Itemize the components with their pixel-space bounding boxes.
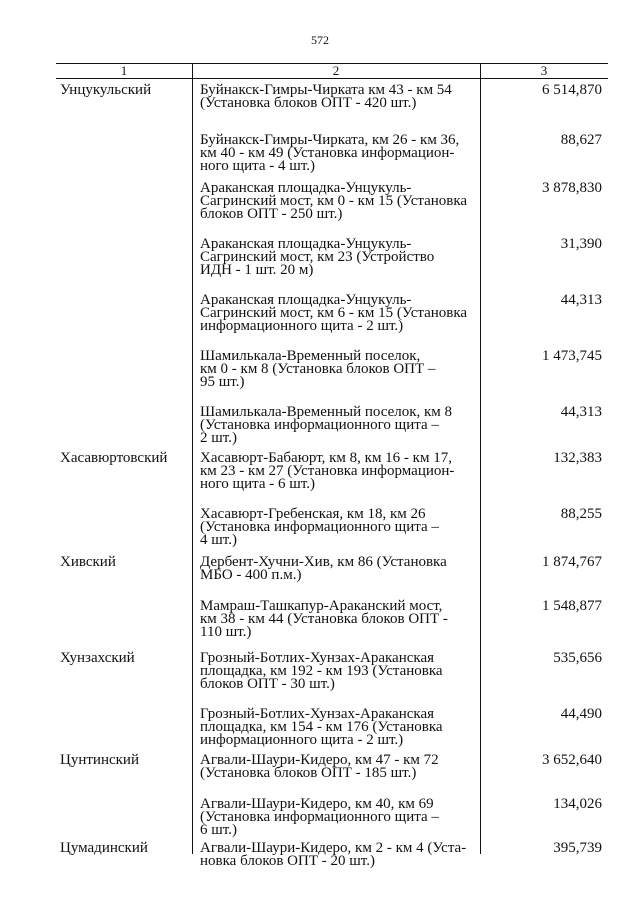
amount-value: 44,313	[560, 404, 602, 420]
description-line: информационного щита - 2 шт.)	[200, 318, 404, 334]
description-line: (Установка информационного щита –	[200, 417, 439, 433]
amount-value: 132,383	[553, 450, 602, 466]
description-line: Агвали-Шаури-Кидеро, км 2 - км 4 (Уста-	[200, 840, 467, 856]
amount-value: 395,739	[553, 840, 602, 856]
description-line: 110 шт.)	[200, 624, 252, 640]
description-line: (Установка информационного щита –	[200, 519, 439, 535]
description-line: Сагринский мост, км 6 - км 15 (Установка	[200, 305, 468, 321]
road-section-description	[200, 350, 478, 389]
amount-value: 31,390	[560, 236, 602, 252]
description-line: Хасавюрт-Бабаюрт, км 8, км 16 - км 17,	[200, 450, 452, 466]
amount-value: 535,656	[553, 650, 602, 666]
description-line: Араканская площадка-Унцукуль-	[200, 292, 412, 308]
description-line: новка блоков ОПТ - 20 шт.)	[200, 853, 375, 869]
amount-value: 3 652,640	[542, 752, 602, 768]
description-line: Агвали-Шаури-Кидеро, км 47 - км 72	[200, 752, 439, 768]
description-line: Агвали-Шаури-Кидеро, км 40, км 69	[200, 796, 434, 812]
amount-value: 134,026	[553, 796, 602, 812]
description-line: МБО - 400 п.м.)	[200, 567, 302, 583]
road-section-description	[200, 754, 478, 780]
description-line: 2 шт.)	[200, 430, 237, 446]
road-section-description	[200, 406, 478, 445]
description-line: км 40 - км 49 (Установка информацион-	[200, 145, 455, 161]
description-line: блоков ОПТ - 30 шт.)	[200, 676, 335, 692]
description-line: Сагринский мост, км 23 (Устройство	[200, 249, 435, 265]
header-col-2: 2	[332, 63, 340, 78]
page-number: 572	[311, 33, 329, 47]
road-section-description	[200, 294, 478, 333]
description-line: 95 шт.)	[200, 374, 245, 390]
header-col-3: 3	[540, 63, 548, 78]
description-line: (Установка блоков ОПТ - 185 шт.)	[200, 765, 417, 781]
description-line: ИДН - 1 шт. 20 м)	[200, 262, 314, 278]
amount-value: 3 878,830	[542, 180, 602, 196]
amount-value: 1 874,767	[542, 554, 602, 570]
amount-value: 88,627	[560, 132, 602, 148]
road-section-description	[200, 798, 478, 837]
description-line: ного щита - 4 шт.)	[200, 158, 315, 174]
amount-value: 6 514,870	[542, 82, 602, 98]
description-line: блоков ОПТ - 250 шт.)	[200, 206, 343, 222]
road-section-description	[200, 508, 478, 547]
description-line: ного щита - 6 шт.)	[200, 476, 315, 492]
road-section-description	[200, 556, 478, 582]
description-line: 6 шт.)	[200, 822, 237, 838]
road-section-description	[200, 600, 478, 639]
district-name: Хунзахский	[60, 650, 135, 666]
description-line: информационного щита - 2 шт.)	[200, 732, 404, 748]
description-line: Сагринский мост, км 0 - км 15 (Установка	[200, 193, 468, 209]
amount-value: 1 548,877	[542, 598, 602, 614]
amount-value: 1 473,745	[542, 348, 602, 364]
district-name: Цумадинский	[60, 840, 148, 856]
description-line: Дербент-Хучни-Хив, км 86 (Установка	[200, 554, 447, 570]
road-section-description	[200, 652, 478, 691]
description-line: (Установка информационного щита –	[200, 809, 439, 825]
description-line: Буйнакск-Гимры-Чирката км 43 - км 54	[200, 82, 452, 98]
description-line: Шамилькала-Временный поселок,	[200, 348, 421, 364]
description-line: Шамилькала-Временный поселок, км 8	[200, 404, 453, 420]
road-section-description	[200, 238, 478, 277]
description-line: Хасавюрт-Гребенская, км 18, км 26	[200, 506, 426, 522]
table-header-row	[56, 64, 608, 79]
description-line: км 38 - км 44 (Установка блоков ОПТ -	[200, 611, 448, 627]
road-section-description	[200, 452, 478, 491]
district-name: Хасавюртовский	[60, 450, 168, 466]
amount-value: 44,490	[560, 706, 602, 722]
road-section-description	[200, 708, 478, 747]
description-line: км 23 - км 27 (Установка информацион-	[200, 463, 455, 479]
road-section-description	[200, 182, 478, 221]
road-section-description	[200, 84, 478, 110]
district-name: Цунтинский	[60, 752, 139, 768]
description-line: Грозный-Ботлих-Хунзах-Араканская	[200, 650, 435, 666]
header-col-1: 1	[120, 63, 128, 78]
description-line: (Установка блоков ОПТ - 420 шт.)	[200, 95, 417, 111]
description-line: площадка, км 154 - км 176 (Установка	[200, 719, 443, 735]
description-line: 4 шт.)	[200, 532, 237, 548]
column-divider	[192, 64, 193, 854]
description-line: Мамраш-Ташкапур-Араканский мост,	[200, 598, 443, 614]
description-line: Грозный-Ботлих-Хунзах-Араканская	[200, 706, 435, 722]
road-section-description	[200, 842, 478, 868]
description-line: км 0 - км 8 (Установка блоков ОПТ –	[200, 361, 436, 377]
description-line: Араканская площадка-Унцукуль-	[200, 180, 412, 196]
district-name: Хивский	[60, 554, 116, 570]
amount-value: 88,255	[560, 506, 602, 522]
amount-value: 44,313	[560, 292, 602, 308]
description-line: площадка, км 192 - км 193 (Установка	[200, 663, 443, 679]
description-line: Буйнакск-Гимры-Чирката, км 26 - км 36,	[200, 132, 460, 148]
district-name: Унцукульский	[60, 82, 152, 98]
budget-table	[56, 63, 608, 869]
column-divider	[480, 64, 481, 854]
road-section-description	[200, 134, 478, 173]
description-line: Араканская площадка-Унцукуль-	[200, 236, 412, 252]
